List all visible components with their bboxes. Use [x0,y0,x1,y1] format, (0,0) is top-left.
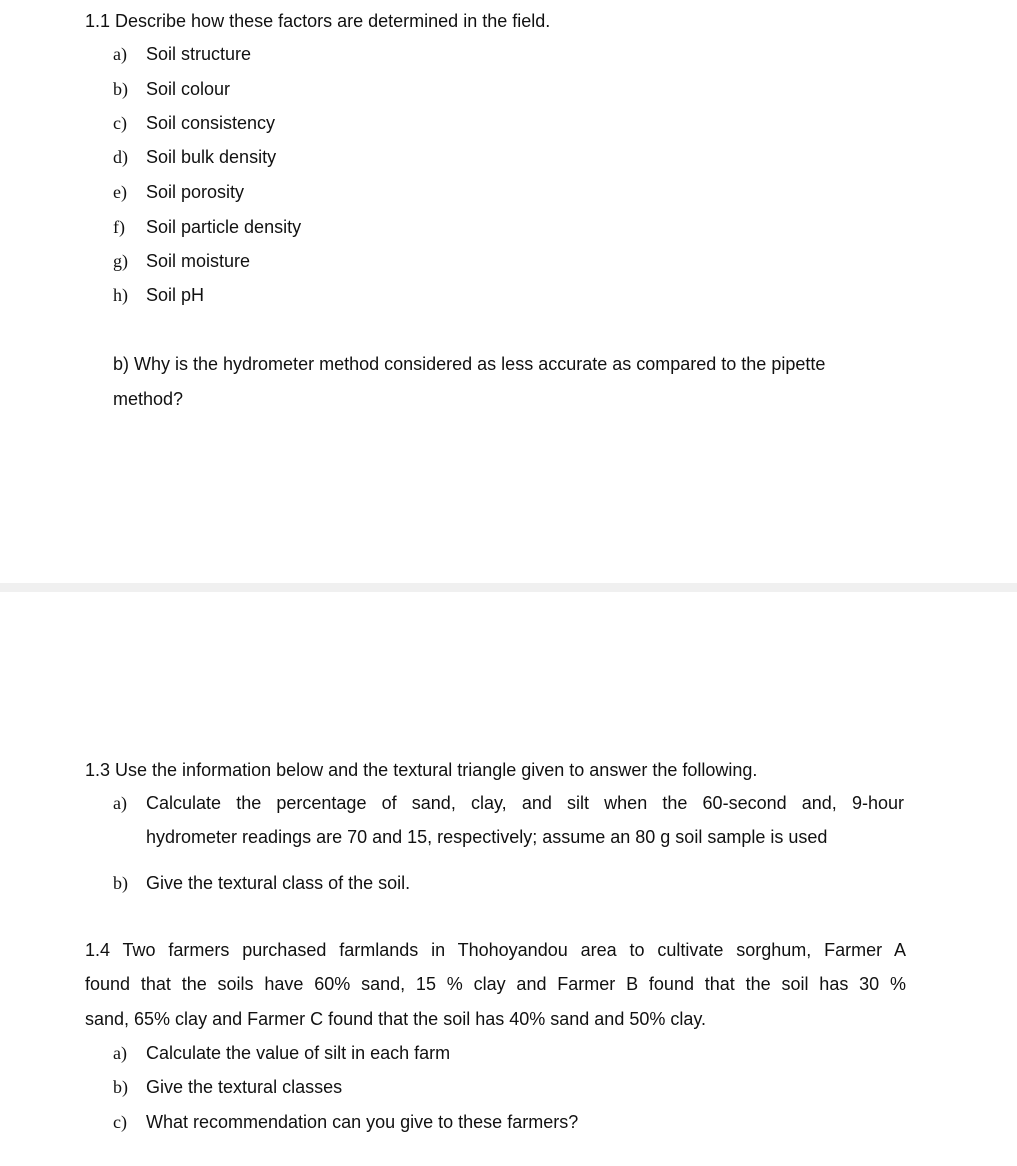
list-marker: a) [113,1043,127,1063]
list-item: Calculate the value of silt in each farm [146,1043,451,1063]
question-1-3a-line-2: hydrometer readings are 70 and 15, respectively; assume an 80 g soil sample is used [146,827,828,847]
page-separator [0,583,1017,592]
list-item: Soil pH [146,285,205,305]
question-1-2b-line-2: method? [113,389,184,409]
list-item: Give the textural classes [146,1077,343,1097]
question-1-4-line-2: found that the soils have 60% sand, 15 % clay and Farmer B found that the soil has 30 % [85,974,906,994]
list-marker: d) [113,147,128,167]
question-1-3a-line-1: Calculate the percentage of sand, clay, and silt when the 60-second and, 9-hour [146,793,904,813]
list-marker: c) [113,1112,127,1132]
list-item: Soil bulk density [146,147,277,167]
list-item: Soil moisture [146,251,251,271]
question-1-4-line-1: 1.4 Two farmers purchased farmlands in Thohoyandou area to cultivate sorghum, Farmer A [85,940,906,960]
list-item: Soil particle density [146,217,302,237]
list-item: Soil colour [146,79,231,99]
list-marker: g) [113,251,128,271]
question-1-1-heading: 1.1 Describe how these factors are determined in the field. [85,11,551,31]
question-1-3-heading: 1.3 Use the information below and the textural triangle given to answer the following. [85,760,758,780]
question-1-2b-line-1: b) Why is the hydrometer method considered as less accurate as compared to the pipette [113,354,826,374]
list-marker: f) [113,217,125,237]
list-marker: b) [113,873,128,893]
list-item: Soil porosity [146,182,245,202]
list-marker: c) [113,113,127,133]
question-1-3b-text: Give the textural class of the soil. [146,873,411,893]
list-marker: b) [113,1077,128,1097]
list-item: What recommendation can you give to these farmers? [146,1112,579,1132]
list-marker: e) [113,182,127,202]
list-marker: a) [113,793,127,813]
list-marker: a) [113,44,127,64]
list-item: Soil structure [146,44,252,64]
question-1-4-line-3: sand, 65% clay and Farmer C found that the soil has 40% sand and 50% clay. [85,1009,707,1029]
list-item: Soil consistency [146,113,276,133]
list-marker: b) [113,79,128,99]
list-marker: h) [113,285,128,305]
